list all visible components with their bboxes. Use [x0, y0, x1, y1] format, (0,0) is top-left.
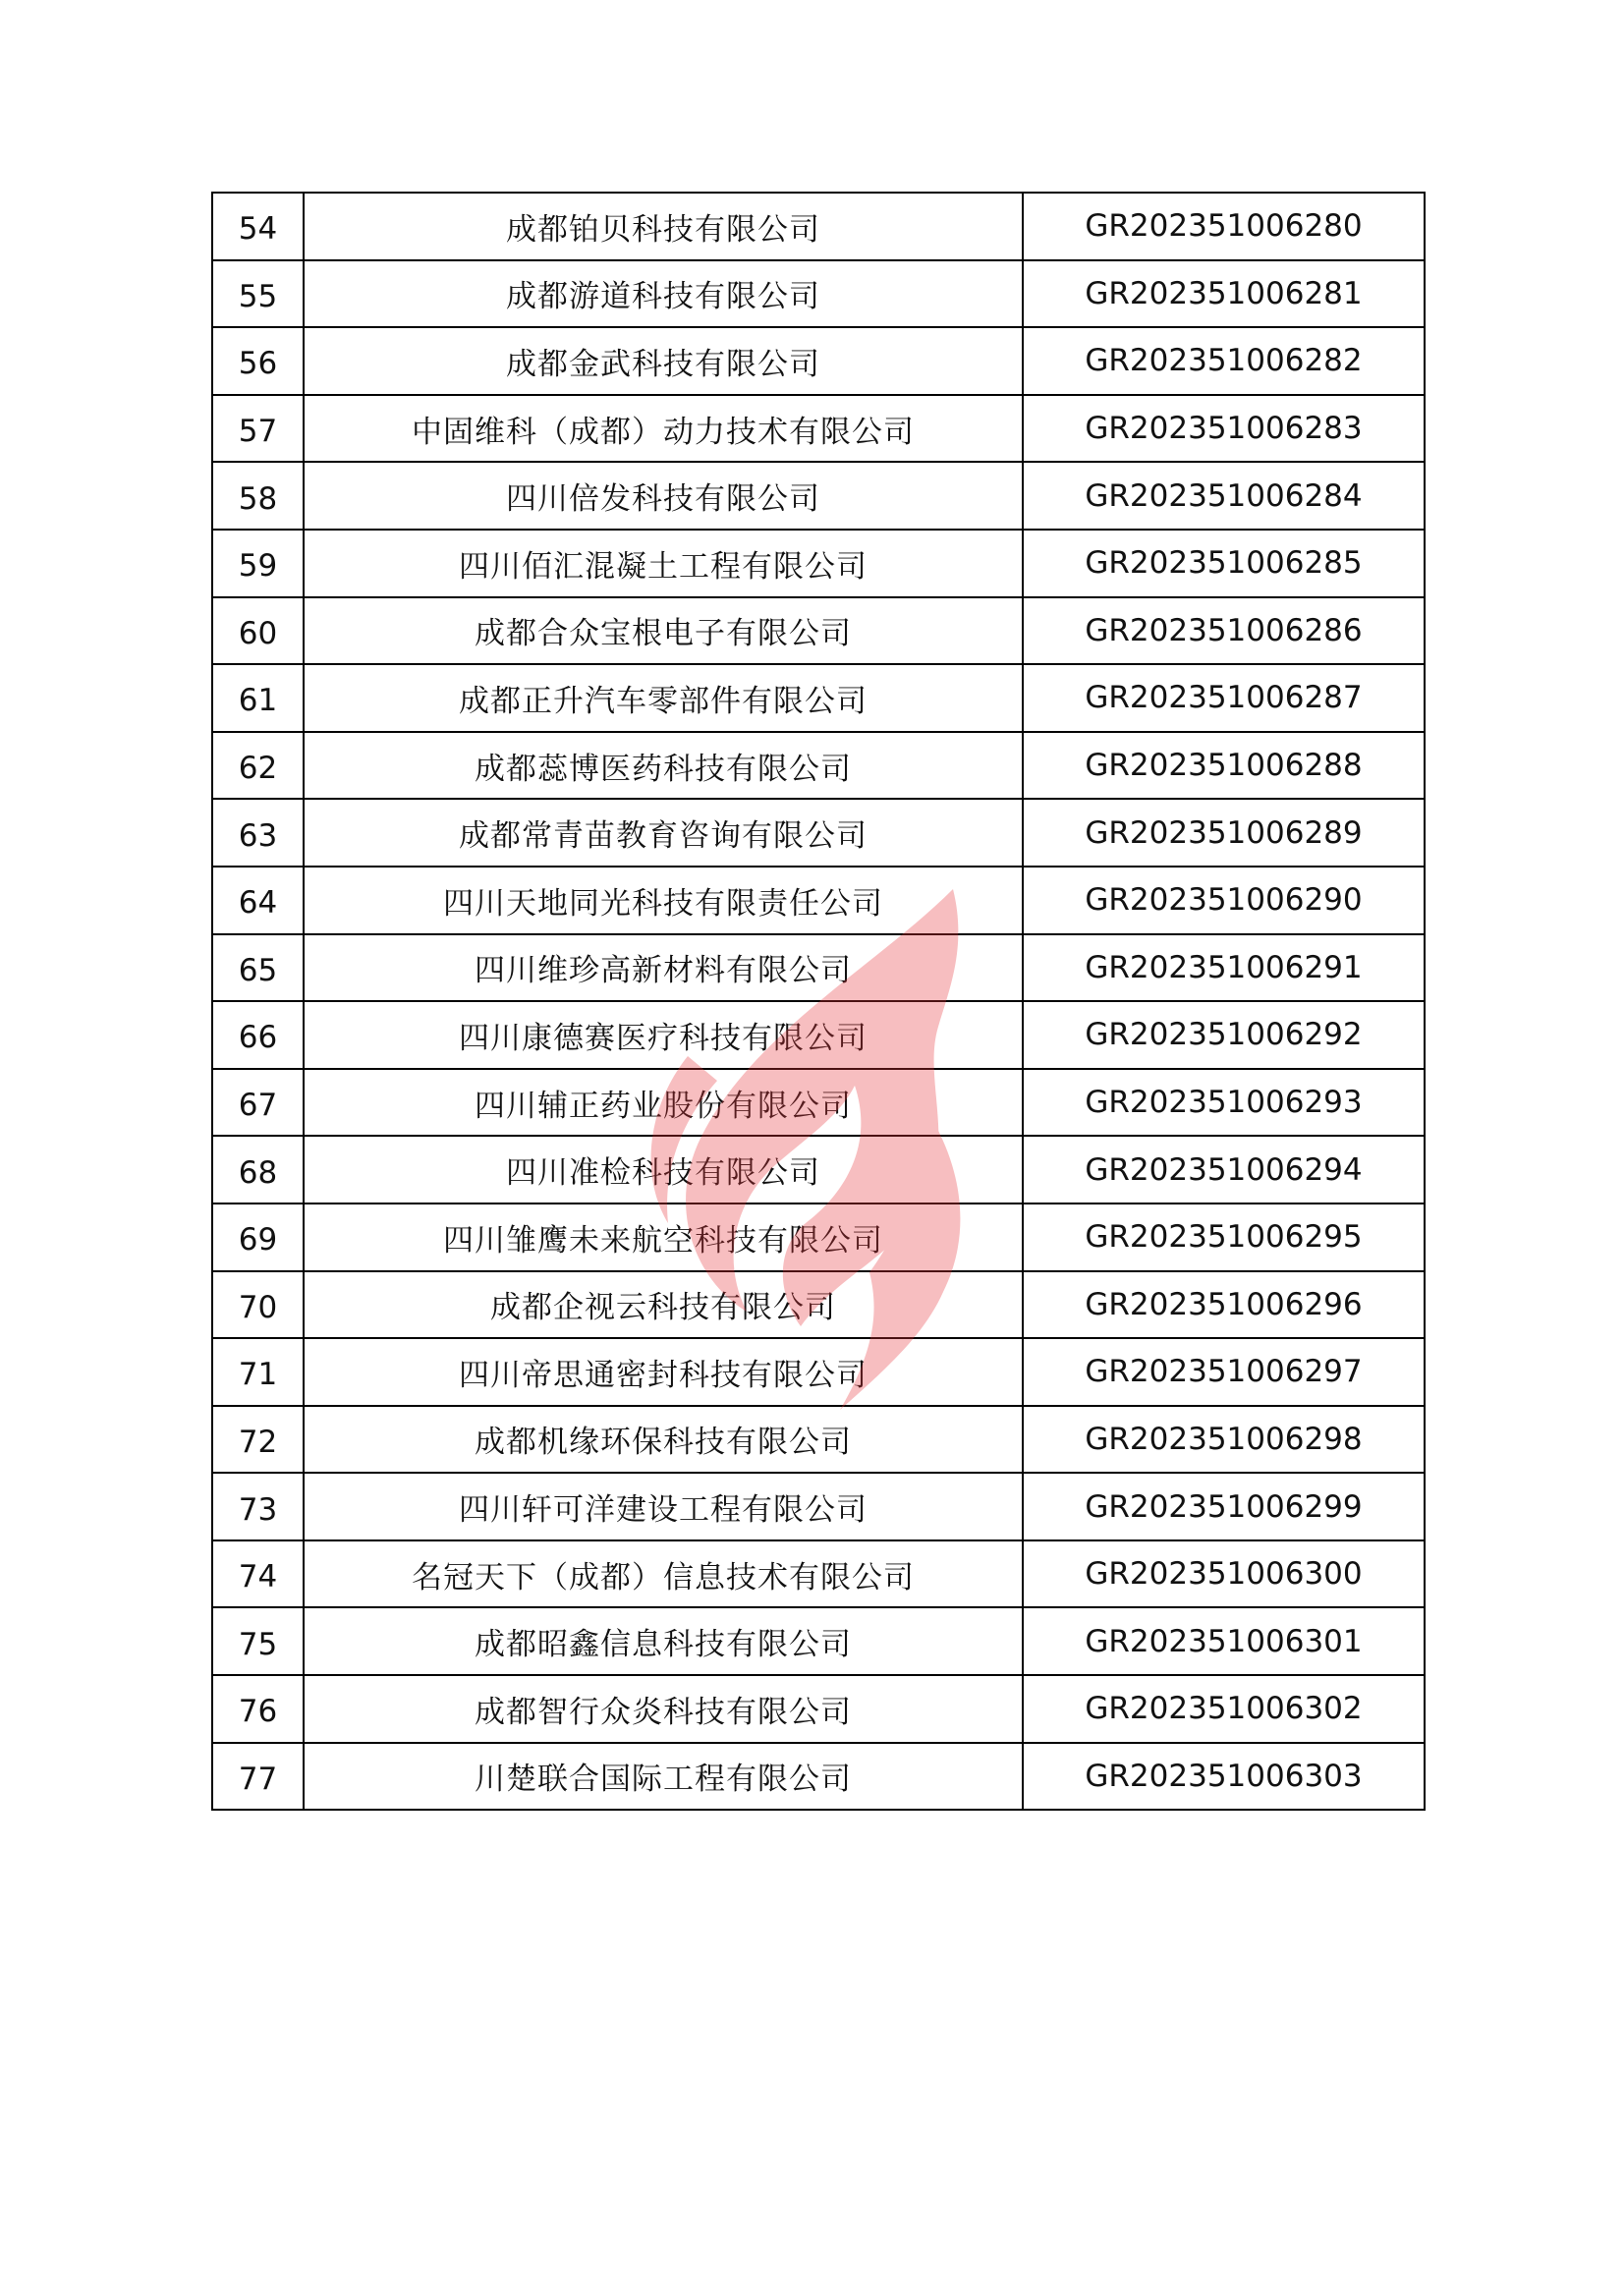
certificate-code-cell: GR202351006303 — [1023, 1743, 1425, 1811]
certificate-code-cell: GR202351006284 — [1023, 462, 1425, 530]
row-number-cell: 59 — [212, 530, 304, 597]
row-number-cell: 71 — [212, 1338, 304, 1406]
table-row — [212, 799, 1425, 867]
table-row — [212, 1271, 1425, 1339]
certificate-code-cell: GR202351006300 — [1023, 1540, 1425, 1608]
company-name-cell: 成都合众宝根电子有限公司 — [304, 597, 1023, 665]
company-name-cell: 名冠天下（成都）信息技术有限公司 — [304, 1540, 1023, 1608]
table-row — [212, 260, 1425, 328]
row-number-cell: 62 — [212, 732, 304, 800]
table-row — [212, 1203, 1425, 1271]
company-name-cell: 成都机缘环保科技有限公司 — [304, 1406, 1023, 1474]
company-name-cell: 四川辅正药业股份有限公司 — [304, 1069, 1023, 1137]
certificate-code-cell: GR202351006298 — [1023, 1406, 1425, 1474]
certificate-code-cell: GR202351006291 — [1023, 934, 1425, 1002]
certificate-code-cell: GR202351006295 — [1023, 1203, 1425, 1271]
table-row — [212, 1338, 1425, 1406]
company-name-cell: 成都昭鑫信息科技有限公司 — [304, 1607, 1023, 1675]
row-number-cell: 65 — [212, 934, 304, 1002]
row-number-cell: 63 — [212, 799, 304, 867]
row-number-cell: 77 — [212, 1743, 304, 1811]
row-number-cell: 58 — [212, 462, 304, 530]
company-name-cell: 四川倍发科技有限公司 — [304, 462, 1023, 530]
table-row — [212, 1406, 1425, 1474]
row-number-cell: 67 — [212, 1069, 304, 1137]
table-row — [212, 395, 1425, 463]
certificate-code-cell: GR202351006299 — [1023, 1473, 1425, 1540]
table-row — [212, 1473, 1425, 1540]
table-row — [212, 732, 1425, 800]
row-number-cell: 74 — [212, 1540, 304, 1608]
row-number-cell: 57 — [212, 395, 304, 463]
row-number-cell: 73 — [212, 1473, 304, 1540]
company-name-cell: 四川康德赛医疗科技有限公司 — [304, 1001, 1023, 1069]
certificate-code-cell: GR202351006301 — [1023, 1607, 1425, 1675]
company-name-cell: 四川维珍高新材料有限公司 — [304, 934, 1023, 1002]
table-row — [212, 1540, 1425, 1608]
row-number-cell: 60 — [212, 597, 304, 665]
table-row — [212, 530, 1425, 597]
table-row — [212, 1001, 1425, 1069]
table-body — [212, 193, 1425, 1810]
table-row — [212, 934, 1425, 1002]
certificate-code-cell: GR202351006286 — [1023, 597, 1425, 665]
certificate-code-cell: GR202351006293 — [1023, 1069, 1425, 1137]
table-row — [212, 664, 1425, 732]
row-number-cell: 76 — [212, 1675, 304, 1743]
table-row — [212, 1675, 1425, 1743]
company-name-cell: 四川帝思通密封科技有限公司 — [304, 1338, 1023, 1406]
company-name-cell: 四川轩可洋建设工程有限公司 — [304, 1473, 1023, 1540]
company-name-cell: 四川雏鹰未来航空科技有限公司 — [304, 1203, 1023, 1271]
certificate-code-cell: GR202351006297 — [1023, 1338, 1425, 1406]
certificate-code-cell: GR202351006285 — [1023, 530, 1425, 597]
row-number-cell: 61 — [212, 664, 304, 732]
row-number-cell: 56 — [212, 327, 304, 395]
certificate-code-cell: GR202351006282 — [1023, 327, 1425, 395]
certificate-code-cell: GR202351006292 — [1023, 1001, 1425, 1069]
certificate-code-cell: GR202351006302 — [1023, 1675, 1425, 1743]
table-row — [212, 462, 1425, 530]
table-row — [212, 1607, 1425, 1675]
table-row — [212, 597, 1425, 665]
company-name-cell: 中固维科（成都）动力技术有限公司 — [304, 395, 1023, 463]
company-name-cell: 成都游道科技有限公司 — [304, 260, 1023, 328]
row-number-cell: 54 — [212, 193, 304, 260]
company-name-cell: 成都企视云科技有限公司 — [304, 1271, 1023, 1339]
certificate-code-cell: GR202351006281 — [1023, 260, 1425, 328]
row-number-cell: 68 — [212, 1136, 304, 1203]
row-number-cell: 66 — [212, 1001, 304, 1069]
certificate-code-cell: GR202351006294 — [1023, 1136, 1425, 1203]
table-row — [212, 1743, 1425, 1811]
row-number-cell: 69 — [212, 1203, 304, 1271]
certificate-code-cell: GR202351006287 — [1023, 664, 1425, 732]
certificate-code-cell: GR202351006283 — [1023, 395, 1425, 463]
company-name-cell: 成都金武科技有限公司 — [304, 327, 1023, 395]
table-row — [212, 1069, 1425, 1137]
table-row — [212, 867, 1425, 934]
company-name-cell: 成都铂贝科技有限公司 — [304, 193, 1023, 260]
company-list-table — [211, 192, 1426, 1811]
certificate-code-cell: GR202351006290 — [1023, 867, 1425, 934]
row-number-cell: 70 — [212, 1271, 304, 1339]
company-name-cell: 成都蕊博医药科技有限公司 — [304, 732, 1023, 800]
company-name-cell: 成都智行众炎科技有限公司 — [304, 1675, 1023, 1743]
row-number-cell: 55 — [212, 260, 304, 328]
table-row — [212, 327, 1425, 395]
table-row — [212, 1136, 1425, 1203]
company-name-cell: 川楚联合国际工程有限公司 — [304, 1743, 1023, 1811]
row-number-cell: 75 — [212, 1607, 304, 1675]
company-name-cell: 四川天地同光科技有限责任公司 — [304, 867, 1023, 934]
certificate-code-cell: GR202351006296 — [1023, 1271, 1425, 1339]
company-name-cell: 四川准检科技有限公司 — [304, 1136, 1023, 1203]
company-name-cell: 四川佰汇混凝土工程有限公司 — [304, 530, 1023, 597]
certificate-code-cell: GR202351006288 — [1023, 732, 1425, 800]
certificate-code-cell: GR202351006280 — [1023, 193, 1425, 260]
table-row — [212, 193, 1425, 260]
certificate-code-cell: GR202351006289 — [1023, 799, 1425, 867]
company-name-cell: 成都正升汽车零部件有限公司 — [304, 664, 1023, 732]
row-number-cell: 72 — [212, 1406, 304, 1474]
company-name-cell: 成都常青苗教育咨询有限公司 — [304, 799, 1023, 867]
row-number-cell: 64 — [212, 867, 304, 934]
